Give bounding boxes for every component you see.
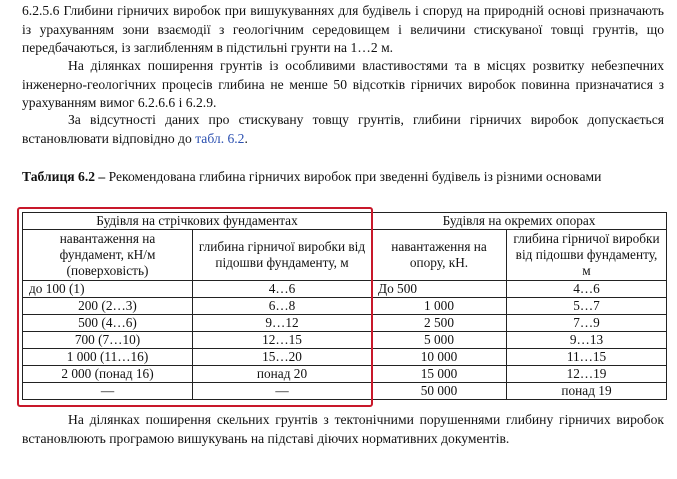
table-cell: 200 (2…3): [23, 298, 193, 315]
table-cell: 2 500: [372, 315, 507, 332]
table-group-header-row: [23, 213, 667, 230]
table-cell: —: [23, 383, 193, 400]
col-header-depth-strip: глибина гірничої виробки від підошви фундаменту, м: [193, 230, 372, 281]
paragraph-no-data-end: .: [244, 130, 248, 146]
table-cell: 12…19: [507, 366, 667, 383]
col-header-load-strip: навантаження на фундамент, кН/м (поверховість): [23, 230, 193, 281]
paragraph-no-data: [22, 111, 664, 148]
table-cell: 12…15: [193, 332, 372, 349]
table-6-2-link[interactable]: табл. 6.2: [195, 130, 245, 146]
table-cell: 5 000: [372, 332, 507, 349]
table-cell: 15…20: [193, 349, 372, 366]
table-row: [23, 332, 667, 349]
table-cell: до 100 (1): [23, 281, 193, 298]
table-cell: 7…9: [507, 315, 667, 332]
paragraph-6-2-5-6: 6.2.5.6 Глибини гірничих виробок при вишукуваннях для будівель і споруд на природній основі призначають із урахуванням зони взаємодії з геологічним середовищем і величини стискуваної товщі грунтів, що передбачаються, із заглибленням в підстильні грунти на 1…2 м.: [22, 3, 664, 56]
table-cell: 50 000: [372, 383, 507, 400]
table-cell: 10 000: [372, 349, 507, 366]
table-cell: 9…12: [193, 315, 372, 332]
table-cell: 5…7: [507, 298, 667, 315]
table-row: [23, 383, 667, 400]
table-cell: До 500: [372, 281, 507, 298]
group-header-strip-foundations: Будівля на стрічкових фундаментах: [23, 213, 372, 230]
table-cell: 2 000 (понад 16): [23, 366, 193, 383]
table-cell: 15 000: [372, 366, 507, 383]
table-row: [23, 315, 667, 332]
table-cell: 4…6: [193, 281, 372, 298]
group-header-separate-supports: Будівля на окремих опорах: [372, 213, 667, 230]
col-header-depth-support: глибина гірничої виробки від підошви фундаменту, м: [507, 230, 667, 281]
table-row: [23, 366, 667, 383]
col-header-load-support: навантаження на опору, кН.: [372, 230, 507, 281]
table-column-header-row: [23, 230, 667, 281]
table-cell: 1 000: [372, 298, 507, 315]
table-cell: 1 000 (11…16): [23, 349, 193, 366]
table-row: [23, 298, 667, 315]
table-cell: 11…15: [507, 349, 667, 366]
table-row: [23, 281, 667, 298]
table-cell: 700 (7…10): [23, 332, 193, 349]
table-caption: [22, 168, 666, 187]
paragraph-no-data-text: За відсутності даних про стискувану товщу грунтів, глибини гірничих виробок допускається встановлювати відповідно до: [22, 112, 664, 146]
table-cell: 500 (4…6): [23, 315, 193, 332]
table-cell: —: [193, 383, 372, 400]
table-caption-label: Таблиця 6.2 –: [22, 169, 106, 184]
table-cell: понад 19: [507, 383, 667, 400]
table-cell: понад 20: [193, 366, 372, 383]
table-cell: 4…6: [507, 281, 667, 298]
paragraph-special-soils: На ділянках поширення грунтів із особливими властивостями та в місцях розвитку небезпечних інженерно-геологічних процесів глибина не менше 50 відсотків гірничих виробок повинна призначатися з урахуванням вимог 6.2.6.6 і 6.2.9.: [22, 58, 664, 111]
depth-table: [22, 212, 667, 400]
table-row: [23, 349, 667, 366]
paragraph-rocky-soils: На ділянках поширення скельних грунтів з тектонічними порушеннями глибину гірничих виробок встановлюють програмою вишукувань на підставі діючих нормативних документів.: [22, 412, 664, 446]
table-cell: 9…13: [507, 332, 667, 349]
table-cell: 6…8: [193, 298, 372, 315]
table-caption-text: Рекомендована глибина гірничих виробок при зведенні будівель із різними основами: [105, 169, 602, 184]
